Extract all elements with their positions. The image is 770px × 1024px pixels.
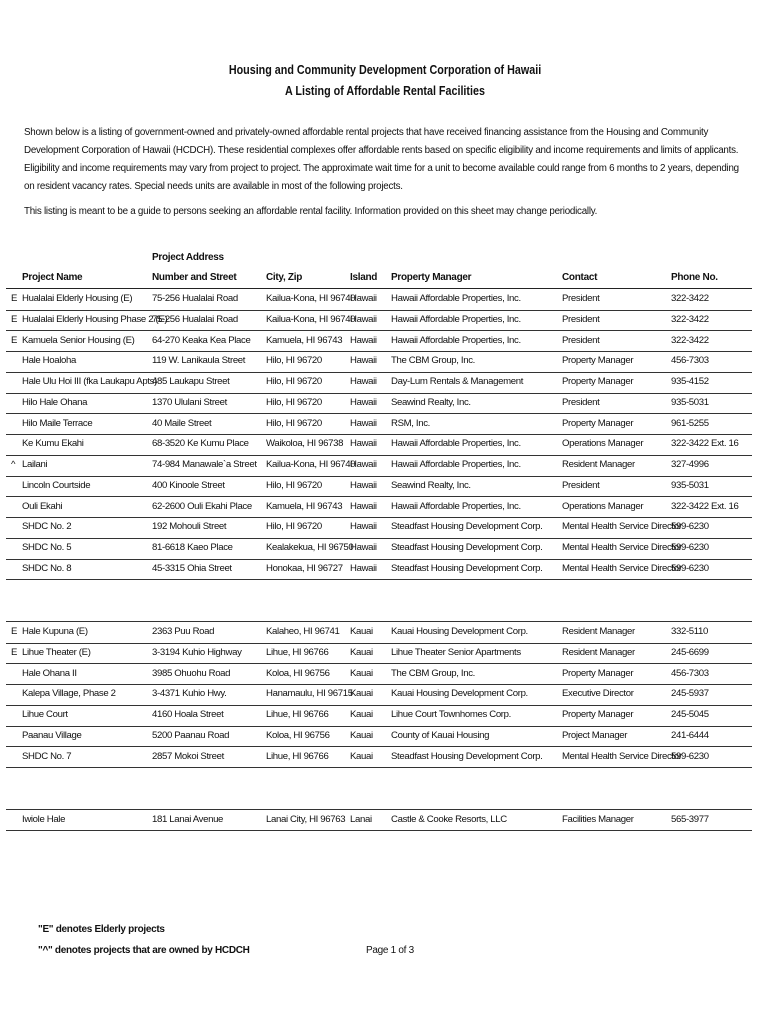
city-zip: Kealakekua, HI 96750 bbox=[266, 542, 354, 553]
property-manager: Hawaii Affordable Properties, Inc. bbox=[391, 334, 521, 346]
property-manager: Hawaii Affordable Properties, Inc. bbox=[391, 293, 521, 304]
table-row bbox=[6, 538, 752, 560]
intro-paragraph: Shown below is a listing of government-owned and privately-owned affordable rental projects that have received financing assistance from the Housing and Community Development Corporation of Hawaii (HCDCH). These residential complexes offer affordable rents based on specific eligibility and income requirements and limits of applicants. Eligibility and income requirements may vary from project to project. The approximate wait time for a unit to become available could range from 6 months to 2 years, depending on resident vacancy rates. Special needs units are available in most of the following projects. bbox=[24, 127, 739, 192]
street-address: 3-3194 Kuhio Highway bbox=[152, 646, 242, 658]
property-manager: Day-Lum Rentals & Management bbox=[391, 376, 524, 387]
property-manager: Seawind Realty, Inc. bbox=[391, 396, 471, 408]
project-name: Ke Kumu Ekahi bbox=[22, 438, 84, 450]
city-zip: Honokaa, HI 96727 bbox=[266, 562, 343, 574]
property-manager: Steadfast Housing Development Corp. bbox=[391, 750, 543, 762]
document-title: Housing and Community Development Corporation of Hawaii bbox=[228, 63, 542, 77]
project-name: Paanau Village bbox=[22, 729, 82, 741]
city-zip: Waikoloa, HI 96738 bbox=[266, 438, 344, 450]
city-zip: Koloa, HI 96756 bbox=[266, 729, 330, 741]
project-name: Kamuela Senior Housing (E) bbox=[22, 334, 135, 346]
table-row bbox=[6, 726, 752, 748]
street-address: 2363 Puu Road bbox=[152, 626, 215, 637]
contact-title: Mental Health Service Director bbox=[562, 521, 682, 533]
table-row bbox=[6, 393, 752, 415]
phone-number: 599-6230 bbox=[671, 750, 709, 762]
document-subtitle: A Listing of Affordable Rental Facilities bbox=[285, 84, 485, 98]
section-spacer bbox=[6, 580, 752, 623]
property-manager: Steadfast Housing Development Corp. bbox=[391, 542, 543, 553]
phone-number: 241-6444 bbox=[671, 729, 709, 741]
island: Hawaii bbox=[350, 376, 377, 387]
project-name: SHDC No. 2 bbox=[22, 521, 72, 533]
table-row bbox=[6, 476, 752, 498]
table-row bbox=[6, 414, 752, 436]
row-flag: E bbox=[11, 334, 18, 346]
property-manager: Hawaii Affordable Properties, Inc. bbox=[391, 500, 521, 512]
island: Kauai bbox=[350, 729, 373, 741]
header-project-name: Project Name bbox=[22, 272, 83, 283]
city-zip: Kamuela, HI 96743 bbox=[266, 334, 343, 346]
header-phone: Phone No. bbox=[671, 272, 718, 283]
street-address: 485 Laukapu Street bbox=[152, 376, 230, 387]
island: Hawaii bbox=[350, 459, 377, 470]
project-name: Lihue Court bbox=[22, 709, 68, 720]
contact-title: President bbox=[562, 313, 600, 325]
contact-title: Resident Manager bbox=[562, 646, 635, 658]
city-zip: Lihue, HI 96766 bbox=[266, 646, 329, 658]
contact-title: Mental Health Service Director bbox=[562, 750, 682, 762]
island: Hawaii bbox=[350, 479, 377, 491]
property-manager: Seawind Realty, Inc. bbox=[391, 479, 471, 491]
project-name: Hualalai Elderly Housing (E) bbox=[22, 293, 133, 304]
island: Kauai bbox=[350, 626, 373, 637]
table-row bbox=[6, 664, 752, 686]
project-name: Lihue Theater (E) bbox=[22, 646, 91, 658]
city-zip: Kailua-Kona, HI 96740 bbox=[266, 459, 356, 470]
contact-title: President bbox=[562, 334, 600, 346]
contact-title: Project Manager bbox=[562, 729, 628, 741]
island: Hawaii bbox=[350, 562, 377, 574]
city-zip: Koloa, HI 96756 bbox=[266, 667, 330, 679]
table-row bbox=[6, 684, 752, 706]
island: Hawaii bbox=[350, 542, 377, 553]
contact-title: President bbox=[562, 293, 600, 304]
project-name: SHDC No. 7 bbox=[22, 750, 72, 762]
property-manager: Steadfast Housing Development Corp. bbox=[391, 562, 543, 574]
project-name: Kalepa Village, Phase 2 bbox=[22, 688, 116, 700]
island: Kauai bbox=[350, 667, 373, 679]
phone-number: 245-6699 bbox=[671, 646, 709, 658]
phone-number: 935-5031 bbox=[671, 396, 709, 408]
legend-hcdch: "^" denotes projects that are owned by HCDCH bbox=[38, 945, 250, 956]
phone-number: 599-6230 bbox=[671, 542, 709, 553]
header-project-address: Project Address bbox=[152, 252, 224, 263]
street-address: 68-3520 Ke Kumu Place bbox=[152, 438, 249, 450]
property-manager: The CBM Group, Inc. bbox=[391, 667, 475, 679]
street-address: 75-256 Hualalai Road bbox=[152, 313, 238, 325]
island: Hawaii bbox=[350, 417, 377, 429]
contact-title: Resident Manager bbox=[562, 626, 635, 637]
contact-title: Facilities Manager bbox=[562, 813, 634, 825]
street-address: 181 Lanai Avenue bbox=[152, 813, 224, 825]
city-zip: Hilo, HI 96720 bbox=[266, 417, 322, 429]
street-address: 192 Mohouli Street bbox=[152, 521, 227, 533]
city-zip: Lanai City, HI 96763 bbox=[266, 813, 346, 825]
page-number: Page 1 of 3 bbox=[366, 945, 414, 956]
contact-title: President bbox=[562, 396, 600, 408]
phone-number: 935-4152 bbox=[671, 376, 709, 387]
legend-elderly: "E" denotes Elderly projects bbox=[38, 924, 165, 935]
table-row bbox=[6, 289, 752, 311]
project-name: SHDC No. 8 bbox=[22, 562, 72, 574]
street-address: 45-3315 Ohia Street bbox=[152, 562, 232, 574]
island: Hawaii bbox=[350, 438, 377, 450]
header-contact: Contact bbox=[562, 272, 598, 283]
city-zip: Kailua-Kona, HI 96740 bbox=[266, 293, 356, 304]
street-address: 62-2600 Ouli Ekahi Place bbox=[152, 500, 252, 512]
contact-title: Operations Manager bbox=[562, 438, 644, 450]
project-name: Ouli Ekahi bbox=[22, 500, 63, 512]
island: Hawaii bbox=[350, 355, 377, 367]
phone-number: 456-7303 bbox=[671, 667, 709, 679]
project-name: Lailani bbox=[22, 459, 48, 470]
project-name: SHDC No. 5 bbox=[22, 542, 72, 553]
phone-number: 322-3422 Ext. 16 bbox=[671, 438, 739, 450]
table-row bbox=[6, 331, 752, 353]
contact-title: Property Manager bbox=[562, 709, 634, 720]
island: Hawaii bbox=[350, 500, 377, 512]
island: Kauai bbox=[350, 646, 373, 658]
island: Hawaii bbox=[350, 293, 377, 304]
phone-number: 935-5031 bbox=[671, 479, 709, 491]
phone-number: 599-6230 bbox=[671, 521, 709, 533]
row-flag: E bbox=[11, 293, 18, 304]
project-name: Hale Ulu Hoi III (fka Laukapu Apts) bbox=[22, 376, 157, 387]
contact-title: Executive Director bbox=[562, 688, 634, 700]
table-row bbox=[6, 622, 752, 644]
property-manager: Hawaii Affordable Properties, Inc. bbox=[391, 313, 521, 325]
table-row bbox=[6, 455, 752, 477]
street-address: 81-6618 Kaeo Place bbox=[152, 542, 233, 553]
table-row bbox=[6, 747, 752, 769]
city-zip: Lihue, HI 96766 bbox=[266, 750, 329, 762]
island: Hawaii bbox=[350, 313, 377, 325]
table-row bbox=[6, 351, 752, 373]
property-manager: Hawaii Affordable Properties, Inc. bbox=[391, 438, 521, 450]
phone-number: 565-3977 bbox=[671, 813, 709, 825]
island: Hawaii bbox=[350, 396, 377, 408]
contact-title: Resident Manager bbox=[562, 459, 635, 470]
island: Hawaii bbox=[350, 521, 377, 533]
street-address: 74-984 Manawale`a Street bbox=[152, 459, 257, 470]
phone-number: 245-5045 bbox=[671, 709, 709, 720]
phone-number: 961-5255 bbox=[671, 417, 709, 429]
row-flag: ^ bbox=[11, 459, 16, 470]
city-zip: Hilo, HI 96720 bbox=[266, 376, 322, 387]
phone-number: 322-3422 Ext. 16 bbox=[671, 500, 739, 512]
city-zip: Hilo, HI 96720 bbox=[266, 521, 322, 533]
city-zip: Hanamaulu, HI 96715 bbox=[266, 688, 353, 700]
island: Kauai bbox=[350, 709, 373, 720]
row-flag: E bbox=[11, 313, 18, 325]
project-name: Hualalai Elderly Housing Phase 2 (E) bbox=[22, 313, 168, 325]
street-address: 64-270 Keaka Kea Place bbox=[152, 334, 251, 346]
property-manager: RSM, Inc. bbox=[391, 417, 430, 429]
contact-title: Mental Health Service Director bbox=[562, 542, 682, 553]
phone-number: 245-5937 bbox=[671, 688, 709, 700]
city-zip: Kalaheo, HI 96741 bbox=[266, 626, 340, 637]
phone-number: 599-6230 bbox=[671, 562, 709, 574]
street-address: 5200 Paanau Road bbox=[152, 729, 230, 741]
project-name: Hale Hoaloha bbox=[22, 355, 76, 367]
project-name: Hale Kupuna (E) bbox=[22, 626, 88, 637]
header-island: Island bbox=[350, 272, 378, 283]
table-row bbox=[6, 705, 752, 727]
city-zip: Hilo, HI 96720 bbox=[266, 355, 322, 367]
phone-number: 332-5110 bbox=[671, 626, 709, 637]
property-manager: Kauai Housing Development Corp. bbox=[391, 626, 528, 637]
island: Hawaii bbox=[350, 334, 377, 346]
table-row bbox=[6, 517, 752, 539]
city-zip: Hilo, HI 96720 bbox=[266, 396, 322, 408]
city-zip: Kailua-Kona, HI 96740 bbox=[266, 313, 356, 325]
island: Kauai bbox=[350, 688, 373, 700]
property-manager: Steadfast Housing Development Corp. bbox=[391, 521, 543, 533]
island: Kauai bbox=[350, 750, 373, 762]
city-zip: Hilo, HI 96720 bbox=[266, 479, 322, 491]
contact-title: President bbox=[562, 479, 600, 491]
street-address: 3985 Ohuohu Road bbox=[152, 667, 231, 679]
street-address: 2857 Mokoi Street bbox=[152, 750, 224, 762]
contact-title: Mental Health Service Director bbox=[562, 562, 682, 574]
table-row bbox=[6, 559, 752, 581]
project-name: Hilo Maile Terrace bbox=[22, 417, 93, 429]
contact-title: Property Manager bbox=[562, 417, 634, 429]
street-address: 119 W. Lanikaula Street bbox=[152, 355, 246, 367]
property-manager: Castle & Cooke Resorts, LLC bbox=[391, 813, 507, 825]
table-row bbox=[6, 372, 752, 394]
contact-title: Property Manager bbox=[562, 376, 634, 387]
phone-number: 322-3422 bbox=[671, 313, 709, 325]
property-manager: Lihue Theater Senior Apartments bbox=[391, 646, 521, 658]
city-zip: Kamuela, HI 96743 bbox=[266, 500, 343, 512]
street-address: 75-256 Hualalai Road bbox=[152, 293, 238, 304]
header-property-manager: Property Manager bbox=[391, 272, 472, 283]
project-name: Iwiole Hale bbox=[22, 813, 66, 825]
project-name: Hilo Hale Ohana bbox=[22, 396, 88, 408]
street-address: 1370 Ululani Street bbox=[152, 396, 227, 408]
table-row bbox=[6, 434, 752, 456]
row-flag: E bbox=[11, 646, 18, 658]
disclaimer-note: This listing is meant to be a guide to persons seeking an affordable rental facility. Information provided on this sheet may change periodically. bbox=[24, 206, 598, 217]
property-manager: Kauai Housing Development Corp. bbox=[391, 688, 528, 700]
table-row bbox=[6, 310, 752, 332]
phone-number: 327-4996 bbox=[671, 459, 709, 470]
table-row bbox=[6, 497, 752, 519]
table-row bbox=[6, 643, 752, 665]
property-manager: The CBM Group, Inc. bbox=[391, 355, 475, 367]
property-manager: Hawaii Affordable Properties, Inc. bbox=[391, 459, 521, 470]
header-city-zip: City, Zip bbox=[266, 272, 303, 283]
contact-title: Property Manager bbox=[562, 667, 634, 679]
section-spacer bbox=[6, 767, 752, 810]
project-name: Lincoln Courtside bbox=[22, 479, 91, 491]
street-address: 40 Maile Street bbox=[152, 417, 212, 429]
phone-number: 456-7303 bbox=[671, 355, 709, 367]
phone-number: 322-3422 bbox=[671, 334, 709, 346]
property-manager: County of Kauai Housing bbox=[391, 729, 490, 741]
row-flag: E bbox=[11, 626, 18, 637]
project-name: Hale Ohana II bbox=[22, 667, 77, 679]
table-row bbox=[6, 810, 752, 832]
street-address: 400 Kinoole Street bbox=[152, 479, 225, 491]
property-manager: Lihue Court Townhomes Corp. bbox=[391, 709, 511, 720]
street-address: 4160 Hoala Street bbox=[152, 709, 224, 720]
contact-title: Property Manager bbox=[562, 355, 634, 367]
header-number-street: Number and Street bbox=[152, 272, 237, 283]
contact-title: Operations Manager bbox=[562, 500, 644, 512]
phone-number: 322-3422 bbox=[671, 293, 709, 304]
city-zip: Lihue, HI 96766 bbox=[266, 709, 329, 720]
island: Lanai bbox=[350, 813, 372, 825]
street-address: 3-4371 Kuhio Hwy. bbox=[152, 688, 227, 700]
